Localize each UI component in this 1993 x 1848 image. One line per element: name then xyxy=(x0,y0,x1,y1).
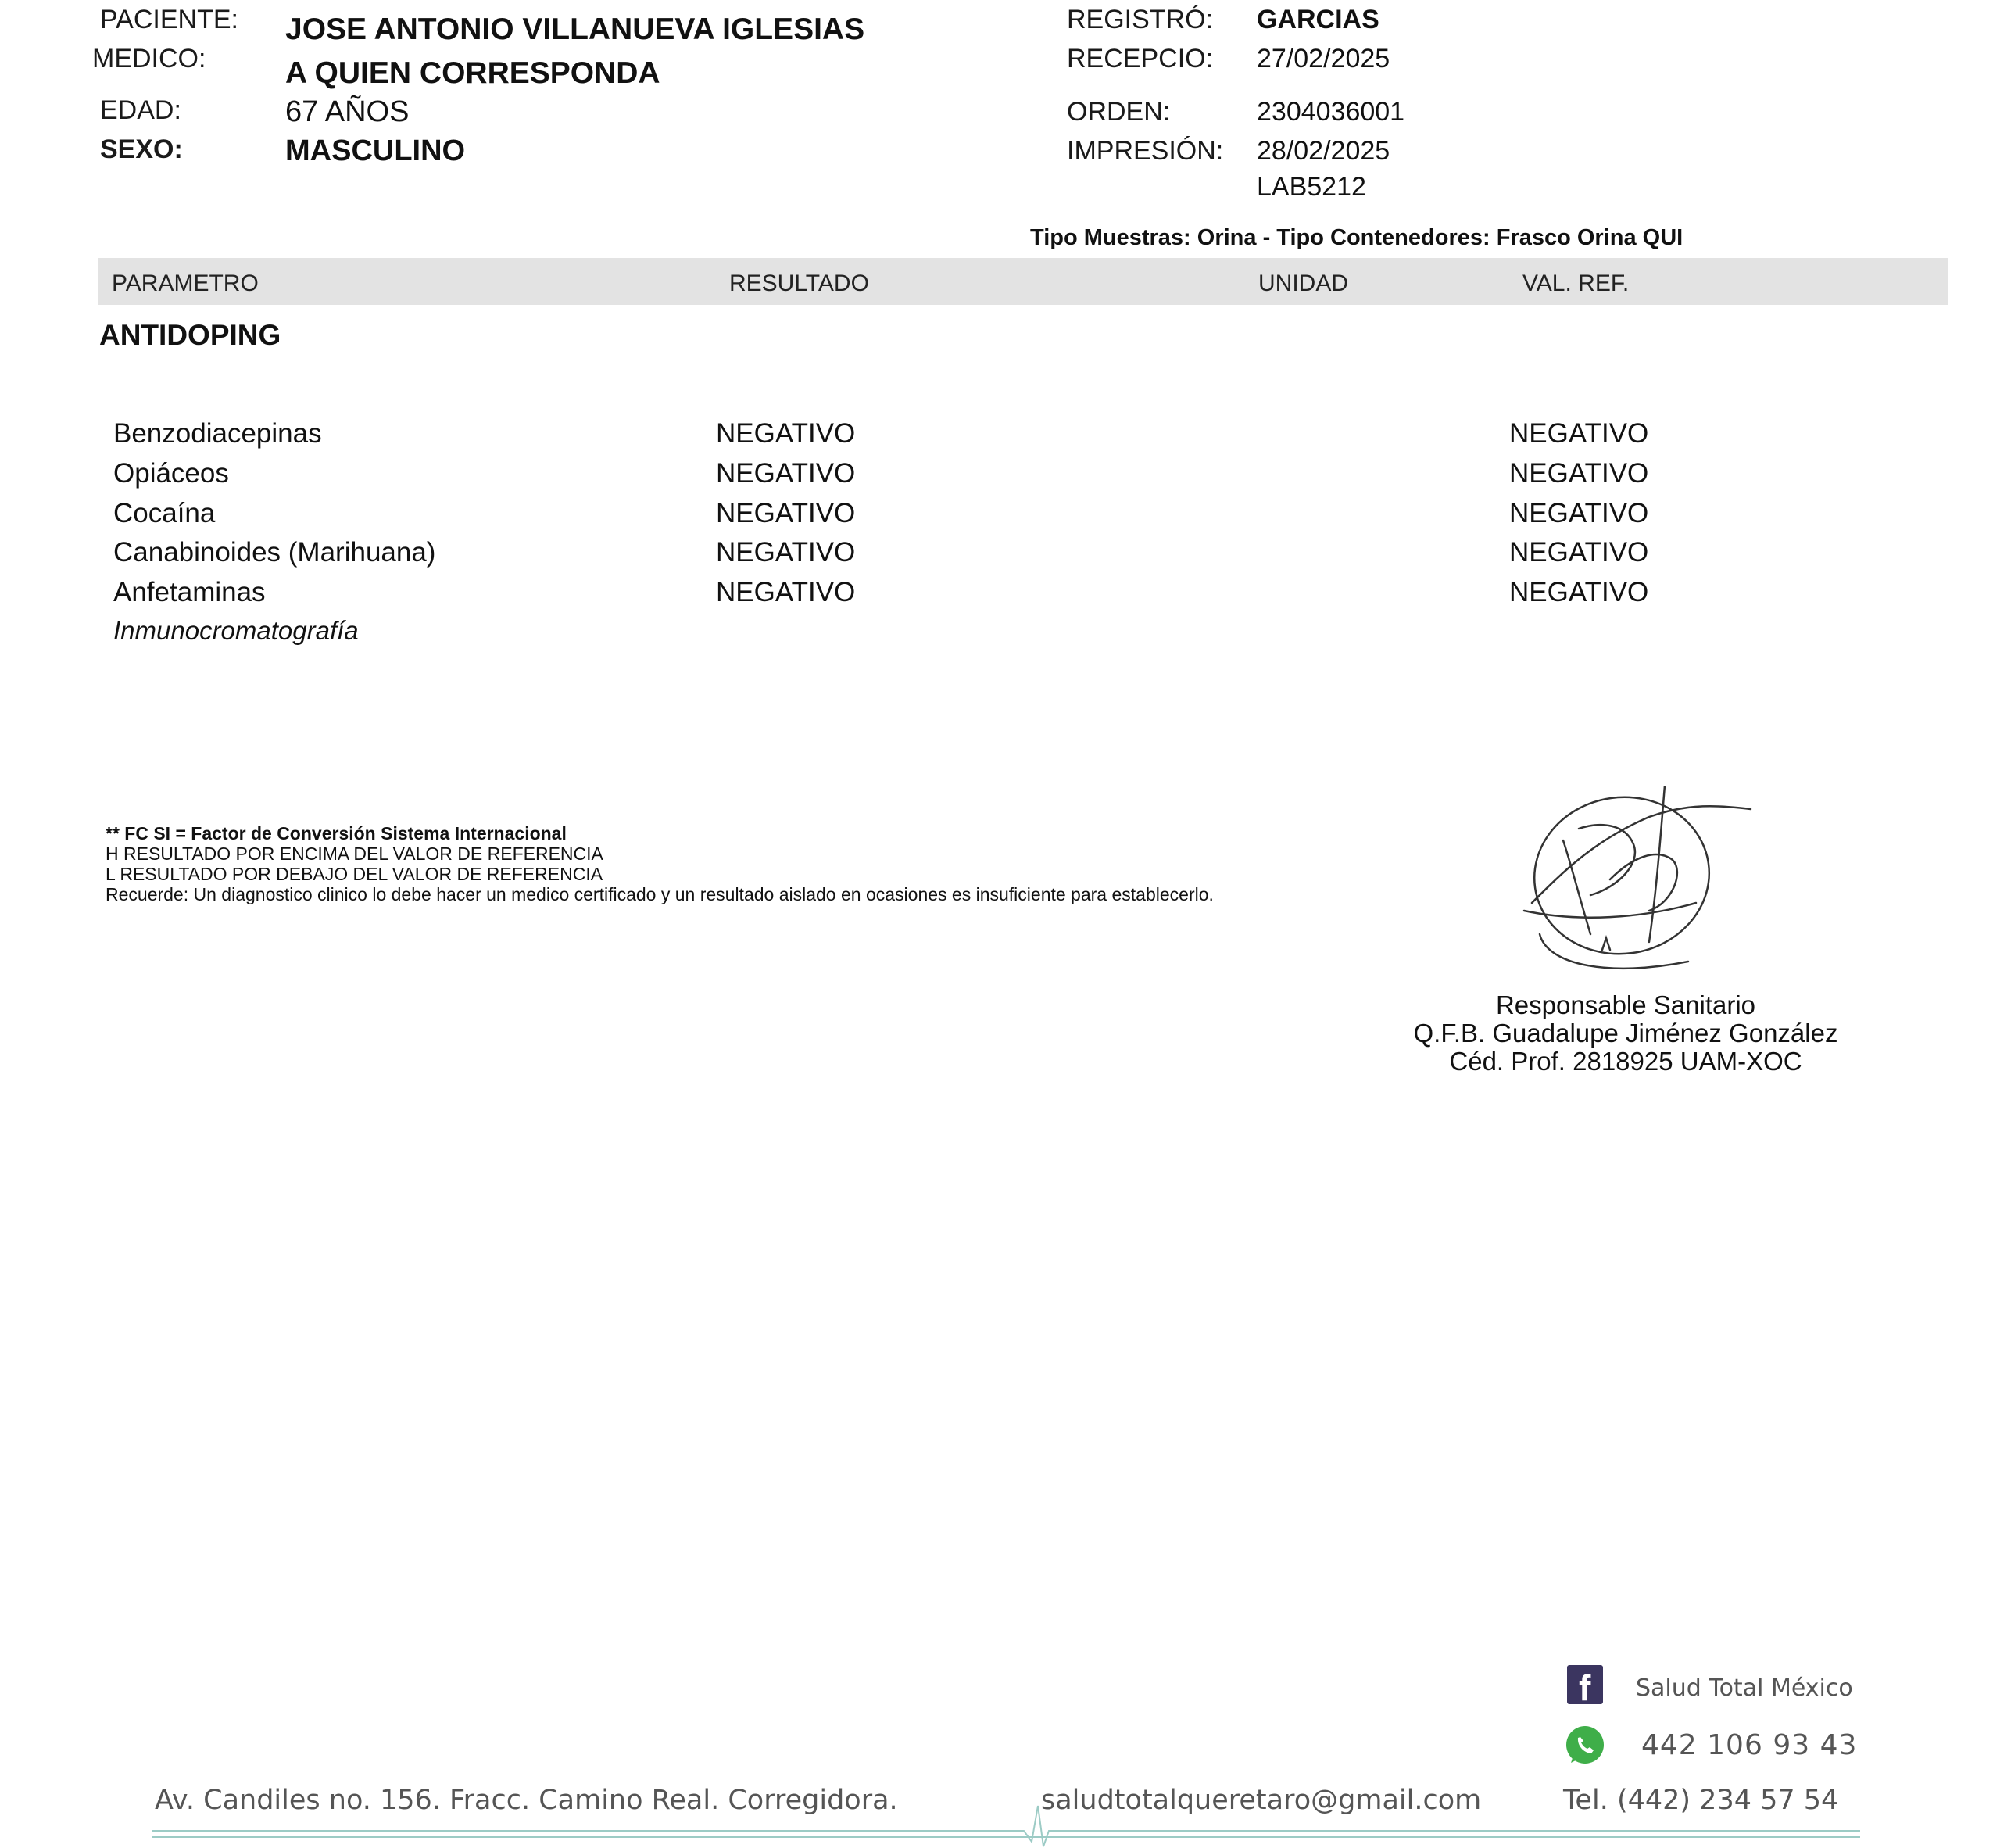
doctor-name: A QUIEN CORRESPONDA xyxy=(285,56,660,90)
signature-name: Q.F.B. Guadalupe Jiménez González xyxy=(1413,1019,1838,1048)
email[interactable]: saludtotalqueretaro@gmail.com xyxy=(1041,1785,1482,1816)
result-value: NEGATIVO xyxy=(716,418,856,449)
whatsapp-number: 442 106 93 43 xyxy=(1641,1729,1858,1761)
age-value: 67 AÑOS xyxy=(285,95,410,128)
registered-label: REGISTRÓ: xyxy=(1067,5,1214,34)
print-date: 28/02/2025 xyxy=(1257,136,1390,166)
reference-value: NEGATIVO xyxy=(1509,418,1649,449)
patient-label: PACIENTE: xyxy=(100,5,238,34)
parameter-name: Benzodiacepinas xyxy=(113,418,322,449)
handwritten-signature xyxy=(1516,786,1774,981)
method-note: Inmunocromatografía xyxy=(113,616,359,645)
registered-value: GARCIAS xyxy=(1257,5,1379,34)
reference-value: NEGATIVO xyxy=(1509,458,1649,489)
lab-code: LAB5212 xyxy=(1257,172,1366,202)
footer-heartbeat-line xyxy=(152,1790,1860,1848)
footnotes xyxy=(106,823,1214,904)
result-value: NEGATIVO xyxy=(716,537,856,568)
reception-label: RECEPCIO: xyxy=(1067,44,1214,73)
signature-role: Responsable Sanitario xyxy=(1495,990,1756,1019)
doctor-label: MEDICO: xyxy=(92,44,206,73)
result-value: NEGATIVO xyxy=(716,458,856,489)
parameter-name: Anfetaminas xyxy=(113,577,266,607)
table-header xyxy=(98,258,1948,305)
facebook-page: Salud Total México xyxy=(1636,1674,1853,1702)
whatsapp-icon xyxy=(1563,1724,1607,1767)
reference-value: NEGATIVO xyxy=(1509,537,1649,568)
note-high: H RESULTADO POR ENCIMA DEL VALOR DE REFERENCIA xyxy=(106,843,603,864)
note-conversion-factor: ** FC SI = Factor de Conversión Sistema Internacional xyxy=(106,823,567,843)
sample-type: Tipo Muestras: Orina - Tipo Contenedores: Frasco Orina QUI xyxy=(1030,225,1683,250)
age-label: EDAD: xyxy=(100,95,181,125)
address: Av. Candiles no. 156. Fracc. Camino Real. Corregidora. xyxy=(155,1785,898,1816)
column-header-parameter: PARAMETRO xyxy=(112,270,259,296)
column-header-reference: VAL. REF. xyxy=(1522,270,1630,296)
section-title: ANTIDOPING xyxy=(99,319,281,351)
result-value: NEGATIVO xyxy=(716,577,856,607)
reception-date: 27/02/2025 xyxy=(1257,44,1390,73)
print-label: IMPRESIÓN: xyxy=(1067,136,1224,166)
phone: Tel. (442) 234 57 54 xyxy=(1563,1785,1839,1816)
facebook-icon: f xyxy=(1567,1665,1603,1704)
signature-license: Céd. Prof. 2818925 UAM-XOC xyxy=(1449,1047,1802,1076)
parameter-name: Canabinoides (Marihuana) xyxy=(113,537,436,568)
parameter-name: Opiáceos xyxy=(113,458,229,489)
patient-name: JOSE ANTONIO VILLANUEVA IGLESIAS xyxy=(285,13,865,46)
result-value: NEGATIVO xyxy=(716,498,856,528)
parameter-name: Cocaína xyxy=(113,498,216,528)
note-low: L RESULTADO POR DEBAJO DEL VALOR DE REFERENCIA xyxy=(106,864,603,884)
sex-label: SEXO: xyxy=(100,134,183,164)
column-header-result: RESULTADO xyxy=(729,270,869,296)
order-label: ORDEN: xyxy=(1067,97,1171,127)
sex-value: MASCULINO xyxy=(285,134,466,167)
order-number: 2304036001 xyxy=(1257,97,1405,127)
column-header-unit: UNIDAD xyxy=(1258,270,1349,296)
reference-value: NEGATIVO xyxy=(1509,577,1649,607)
reference-value: NEGATIVO xyxy=(1509,498,1649,528)
note-disclaimer: Recuerde: Un diagnostico clinico lo debe hacer un medico certificado y un resultado aislado en ocasiones es insuficiente para establecerlo. xyxy=(106,884,1214,904)
